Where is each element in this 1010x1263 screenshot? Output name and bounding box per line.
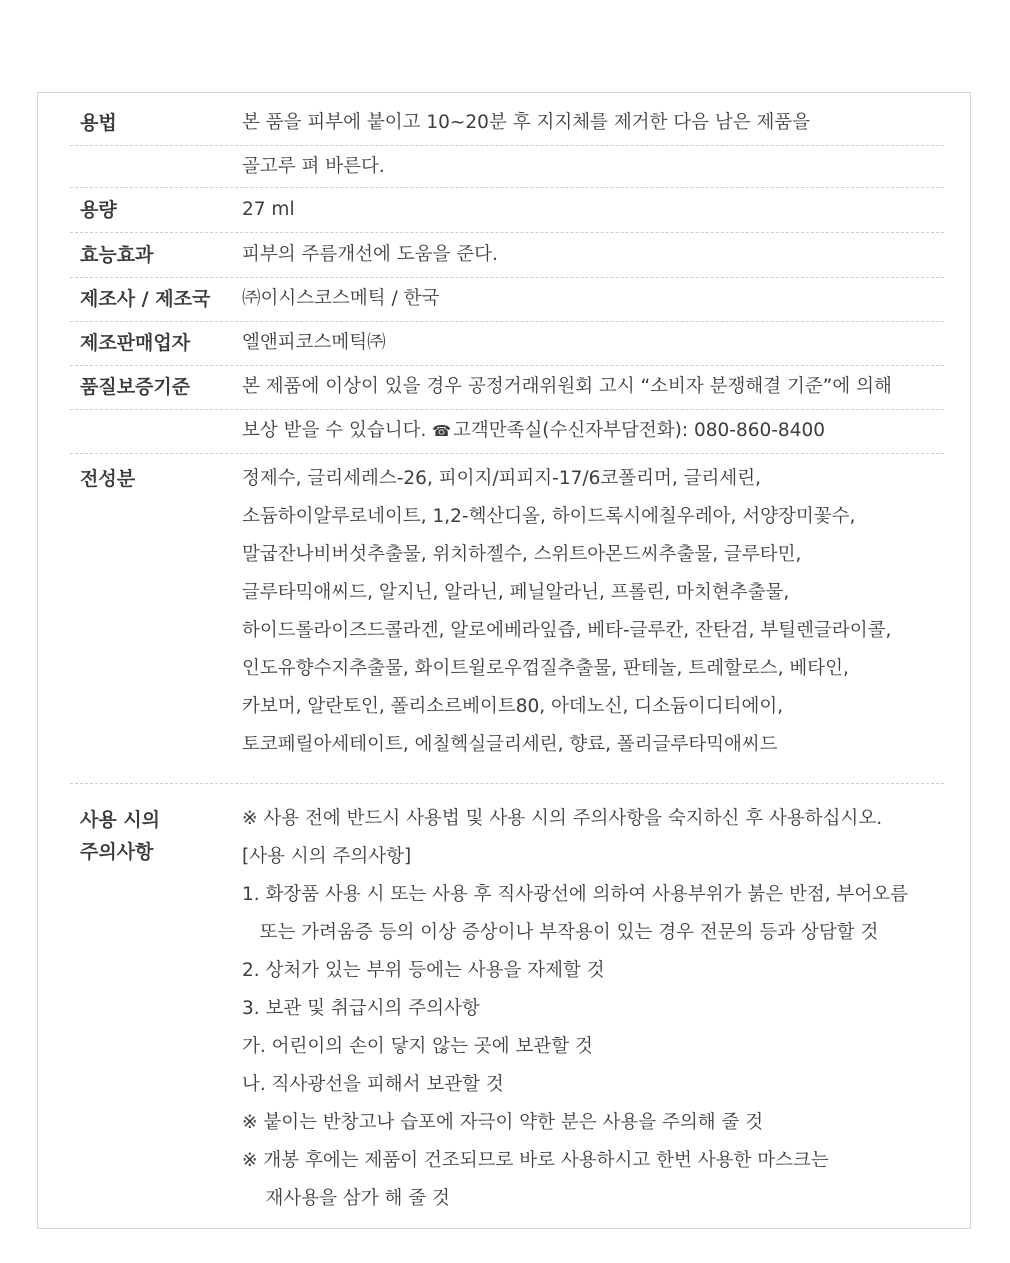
quality-value-line2: [242, 409, 825, 453]
volume-row: [70, 188, 944, 233]
usage-label: 용법: [80, 112, 117, 134]
ingredients-line: 인도유향수지추출물, 화이트윌로우껍질추출물, 판테놀, 트레할로스, 베타인,: [242, 658, 849, 679]
manufacturer-row: [70, 277, 944, 322]
caution-line: 재사용을 삼가 해 줄 것: [242, 1188, 450, 1209]
usage-value-line2: 골고루 펴 바른다.: [242, 156, 385, 177]
phone-icon: ☎: [432, 422, 451, 440]
ingredients-list: [242, 460, 891, 764]
ingredients-line: 카보머, 알란토인, 폴리소르베이트80, 아데노신, 디소듐이디티에이,: [242, 696, 784, 717]
ingredients-line: 하이드롤라이즈드콜라겐, 알로에베라잎즙, 베타-글루칸, 잔탄검, 부틸렌글라이콜,: [242, 620, 892, 641]
seller-value: 엘앤피코스메틱㈜: [242, 332, 386, 353]
quality-line2-prefix: 보상 받을 수 있습니다.: [242, 420, 427, 441]
caution-line: ※ 개봉 후에는 제품이 건조되므로 바로 사용하시고 한번 사용한 마스크는: [242, 1150, 829, 1171]
caution-line: 또는 가려움증 등의 이상 증상이나 부작용이 있는 경우 전문의 등과 상담할 것: [242, 922, 879, 943]
seller-row: [70, 321, 944, 366]
volume-label: 용량: [80, 199, 117, 221]
caution-line: [사용 시의 주의사항]: [242, 846, 412, 867]
quality-line2-contact: 고객만족실(수신자부담전화): 080-860-8400: [452, 420, 826, 441]
usage-row-2: [70, 145, 944, 188]
efficacy-row: [70, 233, 944, 278]
usage-value-line1: 본 품을 피부에 붙이고 10~20분 후 지지체를 제거한 다음 남은 제품을: [242, 112, 811, 133]
efficacy-label: 효능효과: [80, 244, 154, 266]
ingredients-row: [70, 454, 944, 784]
manufacturer-label: 제조사 / 제조국: [80, 288, 211, 310]
caution-line: 2. 상처가 있는 부위 등에는 사용을 자제할 것: [242, 960, 605, 981]
caution-line: 나. 직사광선을 피해서 보관할 것: [242, 1074, 504, 1095]
ingredients-line: 말굽잔나비버섯추출물, 위치하젤수, 스위트아몬드씨추출물, 글루타민,: [242, 544, 802, 565]
quality-row-1: [70, 365, 944, 410]
ingredients-label: 전성분: [80, 468, 136, 490]
product-info-table: [37, 92, 971, 1229]
volume-value: 27 ml: [242, 199, 295, 220]
caution-label-line1: 사용 시의: [80, 809, 161, 831]
usage-row-1: [70, 101, 944, 146]
caution-row: [70, 784, 944, 1224]
caution-line: ※ 사용 전에 반드시 사용법 및 사용 시의 주의사항을 숙지하신 후 사용하십시오.: [242, 808, 883, 829]
caution-line: 1. 화장품 사용 시 또는 사용 후 직사광선에 의하여 사용부위가 붉은 반점, 부어오름: [242, 884, 908, 905]
caution-line: 3. 보관 및 취급시의 주의사항: [242, 998, 480, 1019]
ingredients-line: 정제수, 글리세레스-26, 피이지/피피지-17/6코폴리머, 글리세린,: [242, 468, 761, 489]
ingredients-line: 토코페릴아세테이트, 에칠헥실글리세린, 향료, 폴리글루타믹애씨드: [242, 734, 778, 755]
quality-row-2: [70, 409, 944, 454]
ingredients-line: 글루타믹애씨드, 알지닌, 알라닌, 페닐알라닌, 프롤린, 마치현추출물,: [242, 582, 790, 603]
seller-label: 제조판매업자: [80, 332, 191, 354]
caution-label-line2: 주의사항: [80, 841, 154, 863]
manufacturer-value: ㈜이시스코스메틱 / 한국: [242, 288, 440, 309]
caution-list: [242, 800, 908, 1218]
caution-line: ※ 붙이는 반창고나 습포에 자극이 약한 분은 사용을 주의해 줄 것: [242, 1112, 764, 1133]
caution-label: [80, 804, 160, 868]
efficacy-value: 피부의 주름개선에 도움을 준다.: [242, 244, 498, 265]
quality-value-line1: 본 제품에 이상이 있을 경우 공정거래위원회 고시 “소비자 분쟁해결 기준”에 의해: [242, 376, 892, 397]
ingredients-line: 소듐하이알루로네이트, 1,2-헥산디올, 하이드록시에칠우레아, 서양장미꽃수,: [242, 506, 856, 527]
quality-label: 품질보증기준: [80, 376, 191, 398]
caution-line: 가. 어린이의 손이 닿지 않는 곳에 보관할 것: [242, 1036, 593, 1057]
